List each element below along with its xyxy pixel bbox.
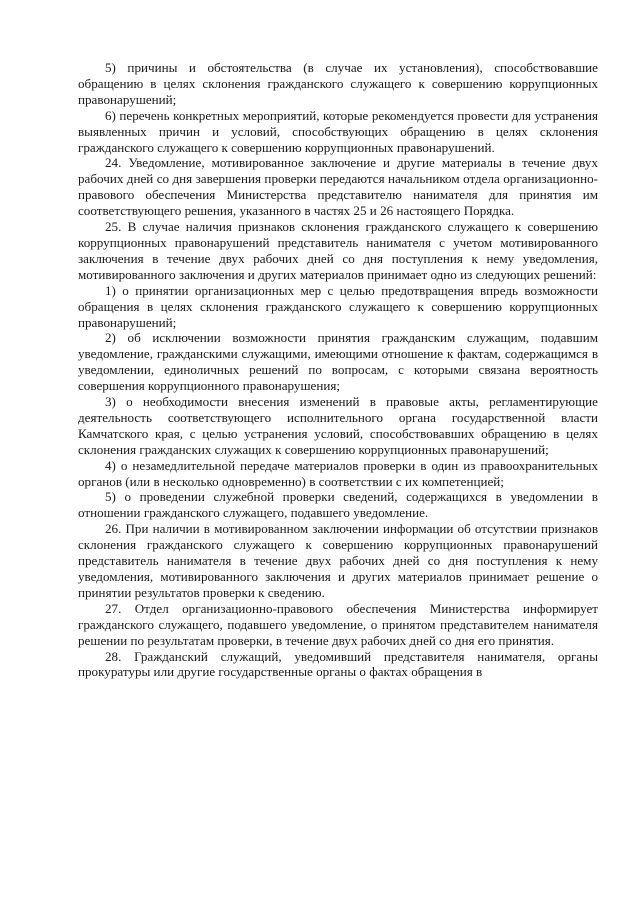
paragraph-section-25: 25. В случае наличия признаков склонения гражданского служащего к совершению коррупционных правонарушений представитель нанимателя с учетом мотивированного заключения в течение двух рабочих дней со дня поступления к нему уведомления, мотивированного заключения и других материалов принимает одно из следующих решений: <box>78 219 598 282</box>
paragraph-decision-4: 4) о незамедлительной передаче материалов проверки в один из правоохранительных органов (или в несколько одновременно) в соответствии с их компетенцией; <box>78 457 598 489</box>
paragraph-decision-5: 5) о проведении служебной проверки сведений, содержащихся в уведомлении в отношении гражданского служащего, подавшего уведомление. <box>78 489 598 521</box>
paragraph-decision-2: 2) об исключении возможности принятия гражданским служащим, подавшим уведомление, гражданскими служащими, имеющими отношение к фактам, содержащимся в уведомлении, единоличных решений по вопросам, с которыми связана вероятность совершения коррупционного правонарушения; <box>78 330 598 394</box>
paragraph-item-6-measures: 6) перечень конкретных мероприятий, которые рекомендуется провести для устранения выявленных причин и условий, способствующих обращению в целях склонения гражданского служащего к совершению коррупционных правонарушений. <box>78 107 598 155</box>
paragraph-section-27: 27. Отдел организационно-правового обеспечения Министерства информирует гражданского служащего, подавшего уведомление, о принятом представителем нанимателя решении по результатам проверки, в течение двух рабочих дней со дня его принятия. <box>78 600 598 648</box>
paragraph-section-28: 28. Гражданский служащий, уведомивший представителя нанимателя, органы прокуратуры или другие государственные органы о фактах обращения в <box>78 648 598 680</box>
paragraph-decision-1: 1) о принятии организационных мер с целью предотвращения впредь возможности обращения в целях склонения гражданского служащего к совершению коррупционных правонарушений; <box>78 282 598 330</box>
document-page <box>78 60 598 680</box>
paragraph-item-5-causes: 5) причины и обстоятельства (в случае их установления), способствовавшие обращению в целях склонения гражданского служащего к совершению коррупционных правонарушений; <box>78 60 598 107</box>
paragraph-decision-3: 3) о необходимости внесения изменений в правовые акты, регламентирующие деятельность соответствующего исполнительного органа государственной власти Камчатского края, с целью устранения условий, способствовавших обращению в целях склонения гражданских служащих к совершению коррупционных правонарушений; <box>78 394 598 457</box>
paragraph-section-26: 26. При наличии в мотивированном заключении информации об отсутствии признаков склонения гражданского служащего к совершению коррупционных правонарушений представитель нанимателя в течение двух рабочих дней со дня поступления к нему уведомления, мотивированного заключения и других материалов принимает решение о принятии результатов проверки к сведению. <box>78 521 598 600</box>
paragraph-section-24: 24. Уведомление, мотивированное заключение и другие материалы в течение двух рабочих дней со дня завершения проверки передаются начальником отдела организационно-правового обеспечения Министерства представителю нанимателя для принятия им соответствующего решения, указанного в частях 25 и 26 настоящего Порядка. <box>78 155 598 219</box>
